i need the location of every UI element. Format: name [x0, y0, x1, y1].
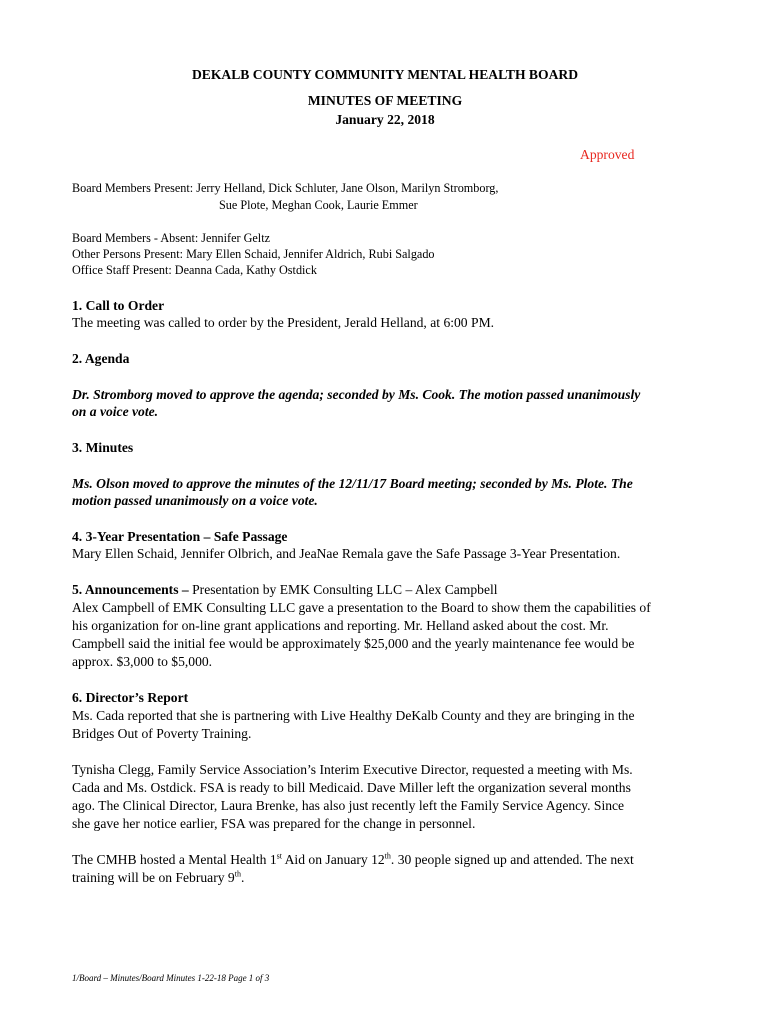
board-present-cont: Sue Plote, Meghan Cook, Laurie Emmer — [219, 198, 418, 212]
paragraph-line: Campbell said the initial fee would be approximately $25,000 and the yearly maintenance fee would be — [72, 636, 635, 651]
paragraph-line: Tynisha Clegg, Family Service Association’s Interim Executive Director, requested a meeting with Ms. — [72, 762, 633, 777]
superscript: th — [384, 851, 391, 861]
section-heading: 2. Agenda — [72, 351, 130, 366]
section-heading-announcements — [72, 581, 722, 599]
paragraph-line: Bridges Out of Poverty Training. — [72, 726, 252, 741]
board-absent: Board Members - Absent: Jennifer Geltz — [72, 231, 270, 245]
paragraph-line: Ms. Cada reported that she is partnering with Live Healthy DeKalb County and they are bringing in the — [72, 708, 635, 723]
motion-line: motion passed unanimously on a voice vote. — [72, 493, 318, 508]
motion-line: Dr. Stromborg moved to approve the agenda; seconded by Ms. Cook. The motion passed unanimously — [72, 387, 641, 402]
paragraph-line: ago. The Clinical Director, Laura Brenke, has also just recently left the Family Service Agency. Since — [72, 798, 625, 813]
superscript: th — [234, 869, 241, 879]
section-heading: 4. 3-Year Presentation – Safe Passage — [72, 529, 288, 544]
motion-line: Ms. Olson moved to approve the minutes of the 12/11/17 Board meeting; seconded by Ms. Plote. The — [72, 476, 633, 491]
paragraph-line: The meeting was called to order by the President, Jerald Helland, at 6:00 PM. — [72, 315, 495, 330]
superscript: st — [276, 851, 282, 861]
paragraph-line: approx. $3,000 to $5,000. — [72, 654, 213, 669]
paragraph-line: his organization for on-line grant applications and reporting. Mr. Helland asked about the cost. Mr. — [72, 618, 609, 633]
org-title: DEKALB COUNTY COMMUNITY MENTAL HEALTH BOARD — [191, 67, 579, 82]
page-footer: 1/Board – Minutes/Board Minutes 1-22-18 Page 1 of 3 — [72, 973, 270, 983]
meeting-date: January 22, 2018 — [335, 112, 435, 127]
paragraph-line — [72, 851, 722, 869]
approved-stamp: Approved — [580, 147, 635, 162]
paragraph-line: Mary Ellen Schaid, Jennifer Olbrich, and JeaNae Remala gave the Safe Passage 3-Year Presentation. — [72, 546, 621, 561]
paragraph-line: she gave her notice earlier, FSA was prepared for the change in personnel. — [72, 816, 476, 831]
text-run: Aid on January 12 — [281, 852, 385, 867]
section-heading: 3. Minutes — [72, 440, 134, 455]
paragraph-line: Alex Campbell of EMK Consulting LLC gave a presentation to the Board to show them the capabilities of — [72, 600, 651, 615]
text-run: The CMHB hosted a Mental Health 1 — [72, 852, 277, 867]
document-title: MINUTES OF MEETING — [307, 93, 463, 108]
heading-subtitle: Presentation by EMK Consulting LLC – Alex Campbell — [188, 582, 498, 597]
staff-present: Office Staff Present: Deanna Cada, Kathy Ostdick — [72, 263, 317, 277]
motion-line: on a voice vote. — [72, 404, 159, 419]
text-run: . — [240, 870, 245, 885]
section-heading: 1. Call to Order — [72, 298, 165, 313]
others-present: Other Persons Present: Mary Ellen Schaid, Jennifer Aldrich, Rubi Salgado — [72, 247, 435, 261]
section-heading: 5. Announcements – — [72, 582, 189, 597]
paragraph-line — [72, 869, 722, 887]
text-run: training will be on February 9 — [72, 870, 235, 885]
section-heading: 6. Director’s Report — [72, 690, 189, 705]
paragraph-line: Cada and Ms. Ostdick. FSA is ready to bill Medicaid. Dave Miller left the organization several months — [72, 780, 631, 795]
board-present: Board Members Present: Jerry Helland, Dick Schluter, Jane Olson, Marilyn Stromborg, — [72, 181, 499, 195]
text-run: . 30 people signed up and attended. The next — [390, 852, 634, 867]
